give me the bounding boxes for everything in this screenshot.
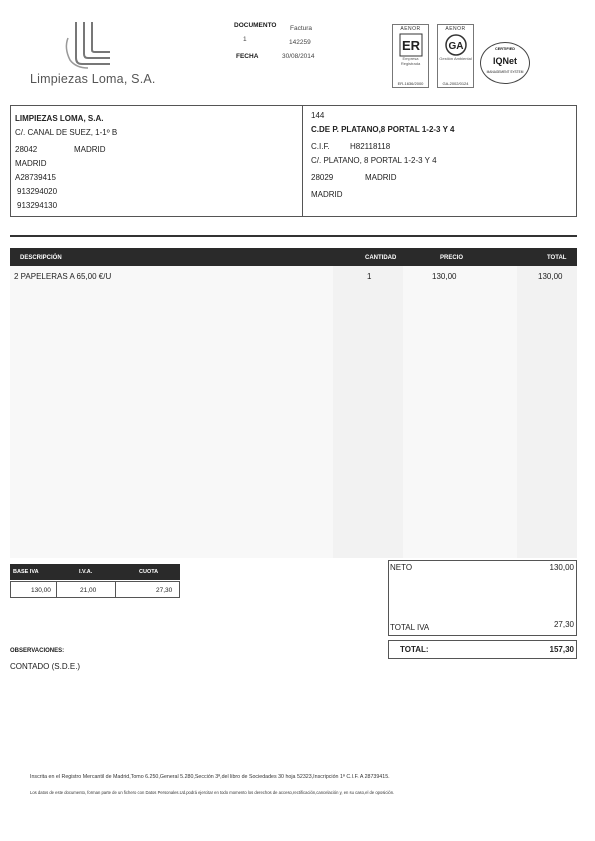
vat-base-value: 130,00 [31,587,51,594]
vat-cuota-value: 27,30 [156,587,173,594]
ga-mark-icon [444,33,468,57]
iqnet-certification-logo: CERTIFIED IQNet MANAGEMENT SYSTEM [480,42,530,84]
client-code: 144 [311,111,325,120]
row-total: 130,00 [538,272,563,281]
client-cif-label: C.I.F. [311,142,330,151]
fecha-label: FECHA [236,53,259,60]
vat-header-cuota: CUOTA [139,569,159,575]
total-value: 157,30 [549,645,574,654]
aenor-ga-certification-logo: AENOR GA Gestión Ambiental GA-2002/0124 [437,24,474,88]
client-cif-value: H82118118 [350,142,391,151]
total-column [517,266,577,558]
privacy-note: Los datos de este documento, forman parte de un fichero con Datos Personales.Ud.podrá ejercitar en todo momento los derechos de acceso,rectificación,cancelación y, en su caso,el de oposición. [30,790,395,795]
cantidad-column [333,266,403,558]
svg-text:ER: ER [401,38,420,53]
client-province: MADRID [311,190,343,199]
client-city: MADRID [365,173,397,182]
vat-divider [115,581,116,598]
header-descripcion: DESCRIPCIÓN [20,255,62,261]
observaciones-label: OBSERVACIONES: [10,648,65,654]
registry-note: Inscrita en el Registro Mercantil de Madrid,Tomo 6.250,General 5.280,Sección 3ª,del libro de Sociedades 30 hoja 52323,Inscripción 1ª C.I.F. A 28739415. [30,774,390,780]
vat-divider [56,581,57,598]
header-cantidad: CANTIDAD [365,255,397,261]
aenor-er-certification-logo: AENOR ER Empresa Registrada ER-1636/2000 [392,24,429,88]
items-table-header [10,248,577,266]
total-label: TOTAL: [400,645,429,654]
vat-iva-value: 21,00 [80,587,97,594]
company-logo-text: Limpiezas Loma, S.A. [30,72,156,86]
header-precio: PRECIO [440,255,464,261]
document-number-label: 1 [243,36,247,43]
row-precio: 130,00 [432,272,457,281]
client-name: C.DE P. PLATANO,8 PORTAL 1-2-3 Y 4 [311,125,455,134]
neto-label: NETO [390,563,413,572]
items-table-body [10,266,577,558]
er-mark-icon [399,33,423,57]
row-cantidad: 1 [367,272,372,281]
section-separator [10,235,577,237]
total-iva-label: TOTAL IVA [390,623,430,632]
issuer-city: MADRID [74,145,106,154]
issuer-province: MADRID [15,159,47,168]
issuer-zip: 28042 [15,145,38,154]
issuer-street: C/. CANAL DE SUEZ, 1-1º B [15,128,118,137]
vat-header-base: BASE IVA [13,569,39,575]
client-street: C/. PLATANO, 8 PORTAL 1-2-3 Y 4 [311,156,437,165]
issuer-cif: A28739415 [15,173,56,182]
fecha-value: 30/08/2014 [282,53,315,60]
neto-value: 130,00 [549,563,574,572]
issuer-phone-1: 913294020 [17,187,58,196]
address-divider [302,105,303,217]
row-descripcion: 2 PAPELERAS A 65,00 €/U [14,272,112,281]
issuer-phone-2: 913294130 [17,201,58,210]
total-iva-value: 27,30 [553,620,574,629]
svg-text:GA: GA [448,41,463,52]
documento-label: DOCUMENTO [234,22,277,29]
document-number-value: 142259 [289,39,311,46]
client-zip: 28029 [311,173,334,182]
company-logo-icon [62,18,118,70]
vat-header-iva: I.V.A. [79,569,93,575]
documento-value: Factura [290,25,313,32]
header-total: TOTAL [547,255,567,261]
issuer-name: LIMPIEZAS LOMA, S.A. [15,114,104,123]
observaciones-text: CONTADO (S.D.E.) [10,662,81,671]
